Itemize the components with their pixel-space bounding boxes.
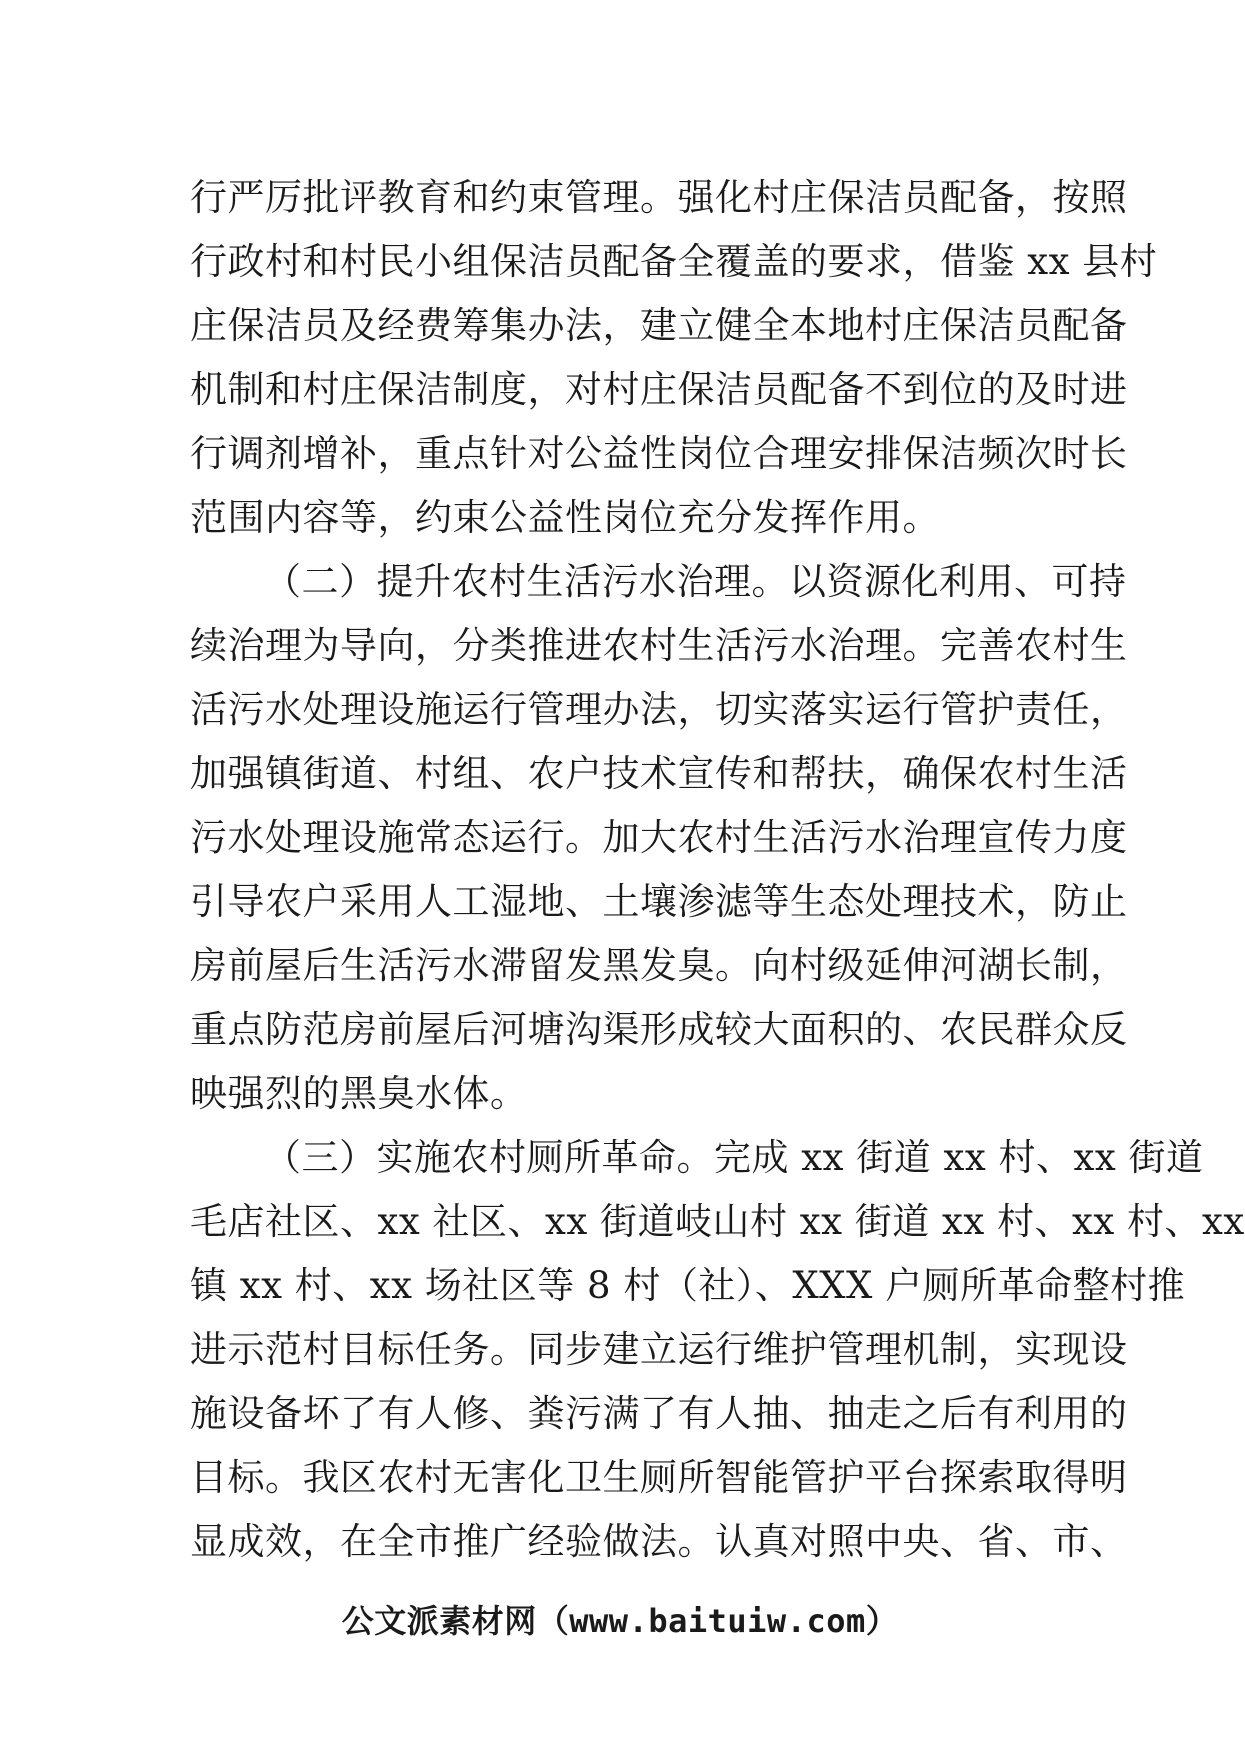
text-line: 行政村和村民小组保洁员配备全覆盖的要求，借鉴 xx 县村 [190,240,1158,283]
text-line: 施设备坏了有人修、粪污满了有人抽、抽走之后有利用的 [190,1392,1128,1435]
text-line: 映强烈的黑臭水体。 [190,1072,528,1115]
text-line: 污水处理设施常态运行。加大农村生活污水治理宣传力度 [190,816,1128,859]
text-line: 目标。我区农村无害化卫生厕所智能管护平台探索取得明 [190,1456,1128,1499]
text-line: 引导农户采用人工湿地、土壤渗滤等生态处理技术，防止 [190,880,1128,923]
footer-watermark: 公文派素材网（www.baituiw.com） [341,1602,899,1640]
text-line: 庄保洁员及经费筹集办法，建立健全本地村庄保洁员配备 [190,304,1128,347]
document-body [190,166,1245,1574]
text-line: 行调剂增补，重点针对公益性岗位合理安排保洁频次时长 [190,432,1128,475]
text-line: 显成效，在全市推广经验做法。认真对照中央、省、市、 [190,1520,1128,1563]
text-line: 镇 xx 村、xx 场社区等 8 村（社）、XXX 户厕所革命整村推 [190,1264,1186,1307]
text-line: 加强镇街道、村组、农户技术宣传和帮扶，确保农村生活 [190,752,1128,795]
text-line: 续治理为导向，分类推进农村生活污水治理。完善农村生 [190,624,1128,667]
text-line: 毛店社区、xx 社区、xx 街道岐山村 xx 街道 xx 村、xx 村、xx [190,1200,1245,1243]
text-line: 活污水处理设施运行管理办法，切实落实运行管护责任， [190,688,1128,731]
section-heading-line: （二）提升农村生活污水治理。以资源化利用、可持 [264,560,1127,603]
section-heading-line: （三）实施农村厕所革命。完成 xx 街道 xx 村、xx 街道 [264,1136,1204,1179]
text-line: 重点防范房前屋后河塘沟渠形成较大面积的、农民群众反 [190,1008,1128,1051]
text-line: 机制和村庄保洁制度，对村庄保洁员配备不到位的及时进 [190,368,1128,411]
text-line: 房前屋后生活污水滞留发黑发臭。向村级延伸河湖长制， [190,944,1128,987]
text-line: 行严厉批评教育和约束管理。强化村庄保洁员配备，按照 [190,176,1128,219]
text-line: 范围内容等，约束公益性岗位充分发挥作用。 [190,496,940,539]
text-line: 进示范村目标任务。同步建立运行维护管理机制，实现设 [190,1328,1128,1371]
